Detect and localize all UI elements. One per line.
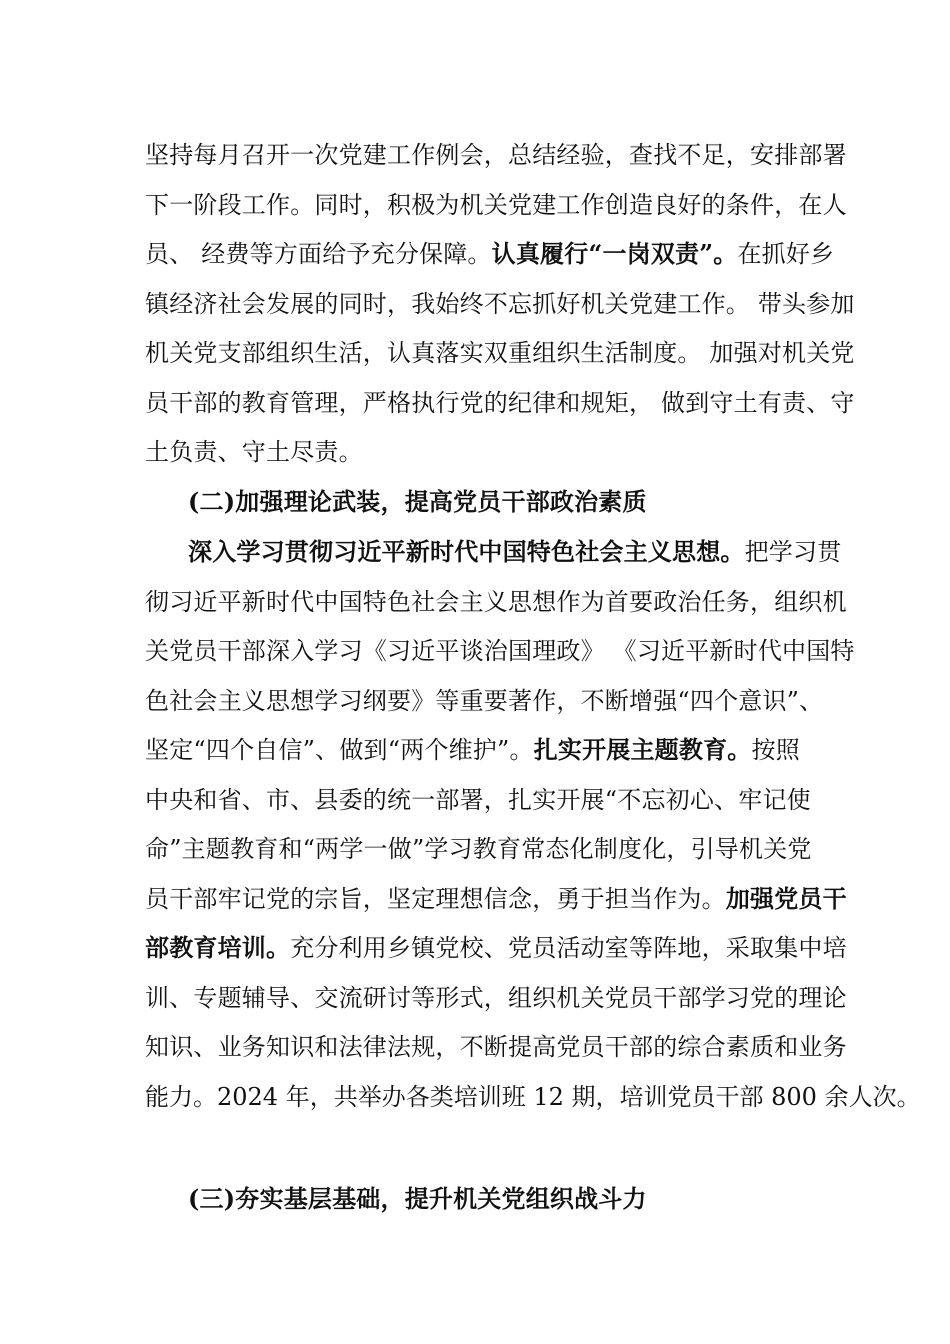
text-span: 员、 经费等方面给予充分保障。: [145, 240, 492, 268]
text-line: [145, 237, 835, 271]
text-line: 下一阶段工作。同时，积极为机关党建工作创造良好的条件，在人: [145, 191, 847, 219]
text-line: 机关党支部组织生活，认真落实双重组织生活制度。 加强对机关党: [145, 339, 855, 367]
text-line: [145, 931, 847, 965]
text-span: 在抓好乡: [737, 240, 835, 268]
text-line: 中央和省、市、县委的统一部署，扎实开展“不忘初心、牢记使: [145, 786, 811, 814]
text-span: 员干部牢记党的宗旨，坚定理想信念，勇于担当作为。: [145, 885, 726, 913]
section-heading-2: (二)加强理论武装，提高党员干部政治素质: [188, 487, 647, 516]
text-line: 员干部的教育管理，严格执行党的纪律和规矩， 做到守土有责、守: [145, 389, 855, 417]
text-line: 色社会主义思想学习纲要》等重要著作，不断增强“四个意识”、: [145, 687, 824, 715]
text-span: 坚定“四个自信”、做到“两个维护”。: [145, 736, 534, 764]
text-line: 彻习近平新时代中国特色社会主义思想作为首要政治任务，组织机: [145, 588, 847, 616]
text-line: 能力。2024 年，共举办各类培训班 12 期，培训党员干部 800 余人次。: [145, 1083, 921, 1111]
bold-keyphrase: 加强党员干: [725, 884, 847, 913]
text-span: 按照: [751, 736, 800, 764]
text-line: 坚持每月召开一次党建工作例会，总结经验，查找不足，安排部署: [145, 141, 847, 169]
text-span: 把学习贯: [744, 538, 842, 566]
text-line: [188, 535, 878, 569]
text-span: 充分利用乡镇党校、党员活动室等阵地，采取集中培: [290, 934, 847, 962]
bold-keyphrase: 深入学习贯彻习近平新时代中国特色社会主义思想。: [188, 537, 745, 566]
text-line: 关党员干部深入学习《习近平谈治国理政》 《习近平新时代中国特: [145, 637, 855, 665]
text-line: [145, 733, 835, 767]
text-line: [145, 882, 847, 916]
bold-keyphrase: 部教育培训。: [145, 933, 291, 962]
text-line: 知识、业务知识和法律法规，不断提高党员干部的综合素质和业务: [145, 1033, 847, 1061]
text-line: 镇经济社会发展的同时，我始终不忘抓好机关党建工作。 带头参加: [145, 290, 855, 318]
bold-keyphrase: 扎实开展主题教育。: [533, 735, 752, 764]
text-line: 训、专题辅导、交流研讨等形式，组织机关党员干部学习党的理论: [145, 984, 847, 1012]
section-heading-3: (三)夯实基层基础，提升机关党组织战斗力: [188, 1184, 647, 1213]
text-line: 土负责、守土尽责。: [145, 438, 363, 466]
text-line: 命”主题教育和“两学一做”学习教育常态化制度化，引导机关党: [145, 835, 812, 863]
bold-keyphrase: 认真履行“一岗双责”。: [491, 239, 738, 268]
